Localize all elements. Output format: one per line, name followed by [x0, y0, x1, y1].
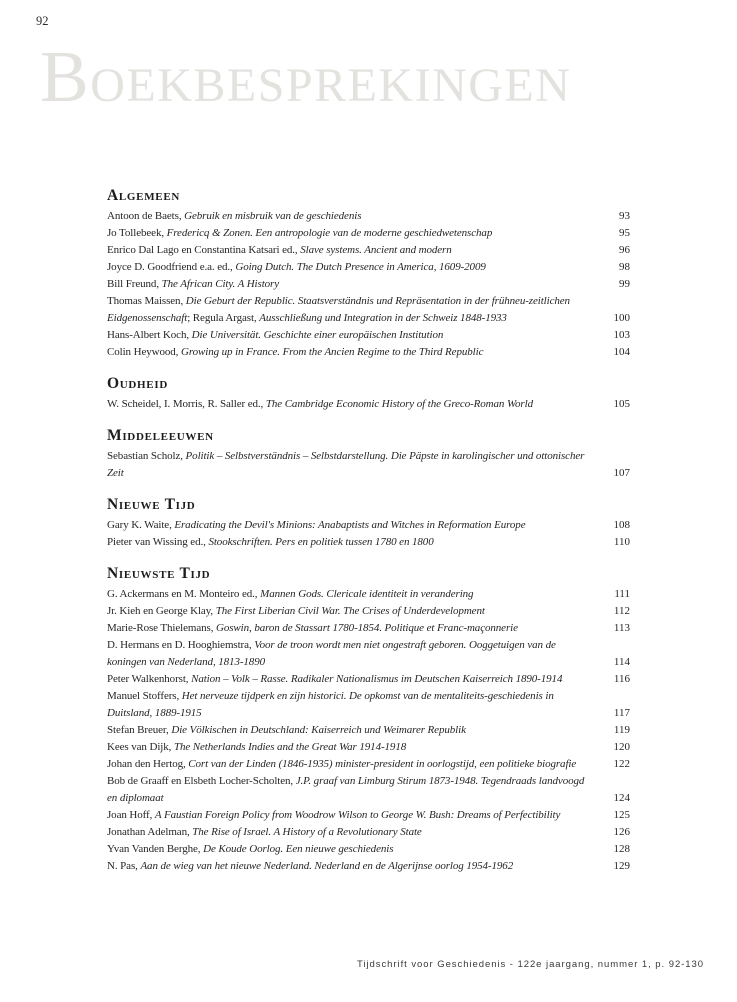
toc-entry: [107, 242, 630, 259]
entry-authors: G. Ackermans en M. Monteiro ed.,: [107, 588, 261, 600]
entry-authors: Yvan Vanden Berghe,: [107, 843, 204, 855]
entry-page-number: 119: [613, 724, 630, 736]
entry-page-number: 117: [613, 707, 630, 719]
entry-title: The Rise of Israel. A History of a Revolutionary State: [192, 826, 422, 838]
toc-entry: [107, 807, 630, 824]
entry-title: J.P. graaf van Limburg Stirum 1873-1948. Tegendraads landvoogd en diplomaat: [107, 775, 585, 804]
entry-authors: Manuel Stoffers,: [107, 690, 182, 702]
toc-entry: [107, 824, 630, 841]
entry-page-number: 104: [613, 346, 630, 358]
toc-entry: [107, 637, 630, 671]
toc-entry: [107, 259, 630, 276]
entry-title: Nation – Volk – Rasse. Radikaler Nationalismus im Deutschen Kaiserreich 1890-1914: [191, 673, 563, 685]
entry-text: [107, 225, 602, 242]
entry-authors: Kees van Dijk,: [107, 741, 174, 753]
entry-page-number: 107: [613, 467, 630, 479]
entry-page-number: 114: [613, 656, 630, 668]
entry-page-number: 112: [613, 605, 630, 617]
entry-text: [107, 824, 602, 841]
entry-authors: Gary K. Waite,: [107, 519, 175, 531]
entry-page-number: 129: [613, 860, 630, 872]
entry-authors: Marie-Rose Thielemans,: [107, 622, 216, 634]
entry-text: [107, 739, 602, 756]
page-title: BOEKBESPREKINGEN: [40, 36, 572, 117]
entry-text: [107, 773, 602, 807]
toc-section-oudheid: [107, 374, 630, 413]
entry-authors: Joan Hoff,: [107, 809, 155, 821]
toc-section-middeleeuwen: [107, 426, 630, 482]
toc-entry: [107, 773, 630, 807]
entry-text: [107, 858, 602, 875]
entry-text: [107, 259, 602, 276]
entry-text: [107, 671, 602, 688]
entry-title: Gebruik en misbruik van de geschiedenis: [184, 210, 362, 222]
entry-title: Going Dutch. The Dutch Presence in America, 1609-2009: [235, 261, 486, 273]
entry-authors: Thomas Maissen,: [107, 295, 186, 307]
entry-authors: N. Pas,: [107, 860, 141, 872]
section-heading: Nieuwe Tijd: [107, 496, 196, 513]
entry-authors: D. Hermans en D. Hooghiemstra,: [107, 639, 255, 651]
entry-authors: Stefan Breuer,: [107, 724, 172, 736]
table-of-contents: [107, 186, 630, 875]
toc-entry: [107, 722, 630, 739]
entry-page-number: 95: [619, 227, 630, 239]
entry-page-number: 99: [619, 278, 630, 290]
entry-authors: Pieter van Wissing ed.,: [107, 536, 209, 548]
entry-page-number: 124: [613, 792, 630, 804]
entry-authors: Johan den Hertog,: [107, 758, 189, 770]
entry-title: Stookschriften. Pers en politiek tussen 1780 en 1800: [208, 536, 434, 548]
entry-text: [107, 688, 602, 722]
entry-title: The Netherlands Indies and the Great War 1914-1918: [173, 741, 407, 753]
entry-page-number: 125: [613, 809, 630, 821]
entry-page-number: 105: [613, 398, 630, 410]
toc-entry: [107, 620, 630, 637]
toc-entry: [107, 858, 630, 875]
entry-text: [107, 396, 602, 413]
entry-page-number: 98: [619, 261, 630, 273]
entry-text: [107, 603, 602, 620]
section-heading: Oudheid: [107, 375, 168, 392]
entry-authors: Jo Tollebeek,: [107, 227, 167, 239]
toc-entry: [107, 534, 630, 551]
entry-title: Het nerveuze tijdperk en zijn historici. De opkomst van de mentaliteits-geschiedenis in Duitsland, 1889-1915: [107, 690, 554, 719]
entry-page-number: 100: [613, 312, 630, 324]
entry-page-number: 120: [613, 741, 630, 753]
entry-authors: Sebastian Scholz,: [107, 450, 186, 462]
entry-authors: Bob de Graaff en Elsbeth Locher-Scholten,: [107, 775, 296, 787]
entry-title: Ausschließung und Integration in der Schweiz 1848-1933: [259, 312, 507, 324]
entry-authors: Antoon de Baets,: [107, 210, 185, 222]
toc-section-algemeen: [107, 186, 630, 361]
entry-title: Eradicating the Devil's Minions: Anabaptists and Witches in Reformation Europe: [174, 519, 526, 531]
entry-text: [107, 807, 602, 824]
toc-entry: [107, 293, 630, 327]
entry-text: [107, 637, 602, 671]
entry-page-number: 113: [613, 622, 630, 634]
entry-authors: Jonathan Adelman,: [107, 826, 193, 838]
entry-authors: Bill Freund,: [107, 278, 162, 290]
entry-text: [107, 534, 602, 551]
entry-page-number: 110: [613, 536, 630, 548]
toc-section-nieuwste-tijd: [107, 564, 630, 875]
entry-title: Growing up in France. From the Ancien Regime to the Third Republic: [180, 346, 484, 358]
entry-page-number: 122: [613, 758, 630, 770]
toc-entry: [107, 276, 630, 293]
entry-text: [107, 293, 602, 327]
toc-entry: [107, 671, 630, 688]
entry-title: The Cambridge Economic History of the Greco-Roman World: [265, 398, 533, 410]
journal-footer: Tijdschrift voor Geschiedenis - 122e jaargang, nummer 1, p. 92-130: [357, 959, 704, 970]
entry-title: Slave systems. Ancient and modern: [300, 244, 452, 256]
section-heading: Middeleeuwen: [107, 427, 214, 444]
toc-entry: [107, 396, 630, 413]
entry-authors: Joyce D. Goodfriend e.a. ed.,: [107, 261, 236, 273]
entry-page-number: 116: [613, 673, 630, 685]
entry-title: Die Geburt der Republic. Staatsverständnis und Repräsentation in der frühneu-zeitlichen Eidgenossenschaft: [107, 295, 570, 324]
entry-text: [107, 327, 602, 344]
entry-authors: Colin Heywood,: [107, 346, 181, 358]
entry-text: [107, 586, 602, 603]
entry-text: [107, 722, 602, 739]
entry-page-number: 126: [613, 826, 630, 838]
entry-text: [107, 448, 602, 482]
entry-text: [107, 620, 602, 637]
entry-text: [107, 344, 602, 361]
toc-entry: [107, 756, 630, 773]
entry-page-number: 96: [619, 244, 630, 256]
entry-title: Mannen Gods. Clericale identiteit in verandering: [260, 588, 474, 600]
entry-text: [107, 841, 602, 858]
entry-page-number: 111: [614, 588, 630, 600]
toc-entry: [107, 739, 630, 756]
toc-entry: [107, 344, 630, 361]
entry-title: The African City. A History: [161, 278, 280, 290]
entry-title: A Faustian Foreign Policy from Woodrow Wilson to George W. Bush: Dreams of Perfectibility: [154, 809, 561, 821]
toc-entry: [107, 327, 630, 344]
entry-title: Cort van der Linden (1846-1935) minister-president in oorlogstijd, een politieke biografie: [188, 758, 577, 770]
entry-text: [107, 208, 602, 225]
entry-title: De Koude Oorlog. Een nieuwe geschiedenis: [203, 843, 394, 855]
entry-page-number: 103: [613, 329, 630, 341]
toc-entry: [107, 688, 630, 722]
entry-page-number: 93: [619, 210, 630, 222]
section-heading: Nieuwste Tijd: [107, 565, 211, 582]
entry-title: Die Völkischen in Deutschland: Kaiserreich und Weimarer Republik: [171, 724, 466, 736]
entry-authors: ; Regula Argast,: [187, 312, 260, 324]
entry-title: The First Liberian Civil War. The Crises of Underdevelopment: [215, 605, 485, 617]
entry-authors: Hans-Albert Koch,: [107, 329, 192, 341]
entry-authors: W. Scheidel, I. Morris, R. Saller ed.,: [107, 398, 266, 410]
toc-entry: [107, 208, 630, 225]
entry-page-number: 128: [613, 843, 630, 855]
section-heading: Algemeen: [107, 187, 181, 204]
toc-entry: [107, 841, 630, 858]
entry-authors: Jr. Kieh en George Klay,: [107, 605, 216, 617]
entry-title: Aan de wieg van het nieuwe Nederland. Nederland en de Algerijnse oorlog 1954-1962: [140, 860, 514, 872]
entry-title: Die Universität. Geschichte einer europäischen Institution: [191, 329, 444, 341]
page-folio-number: 92: [36, 14, 49, 28]
entry-title: Politik – Selbstverständnis – Selbstdarstellung. Die Päpste in karolingischer und ottonischer Zeit: [107, 450, 585, 479]
toc-entry: [107, 586, 630, 603]
toc-entry: [107, 225, 630, 242]
entry-text: [107, 242, 602, 259]
entry-title: Goswin, baron de Stassart 1780-1854. Politique et Franc-maçonnerie: [216, 622, 518, 634]
entry-text: [107, 276, 602, 293]
toc-entry: [107, 448, 630, 482]
entry-authors: Peter Walkenhorst,: [107, 673, 192, 685]
entry-page-number: 108: [613, 519, 630, 531]
entry-text: [107, 517, 602, 534]
entry-text: [107, 756, 602, 773]
entry-title: Fredericq & Zonen. Een antropologie van de moderne geschiedwetenschap: [166, 227, 493, 239]
toc-section-nieuwe-tijd: [107, 495, 630, 551]
toc-entry: [107, 517, 630, 534]
toc-entry: [107, 603, 630, 620]
entry-authors: Enrico Dal Lago en Constantina Katsari ed.,: [107, 244, 301, 256]
entry-title: Voor de troon wordt men niet ongestraft geboren. Ooggetuigen van de koningen van Nederland, 1813-1890: [107, 639, 556, 668]
